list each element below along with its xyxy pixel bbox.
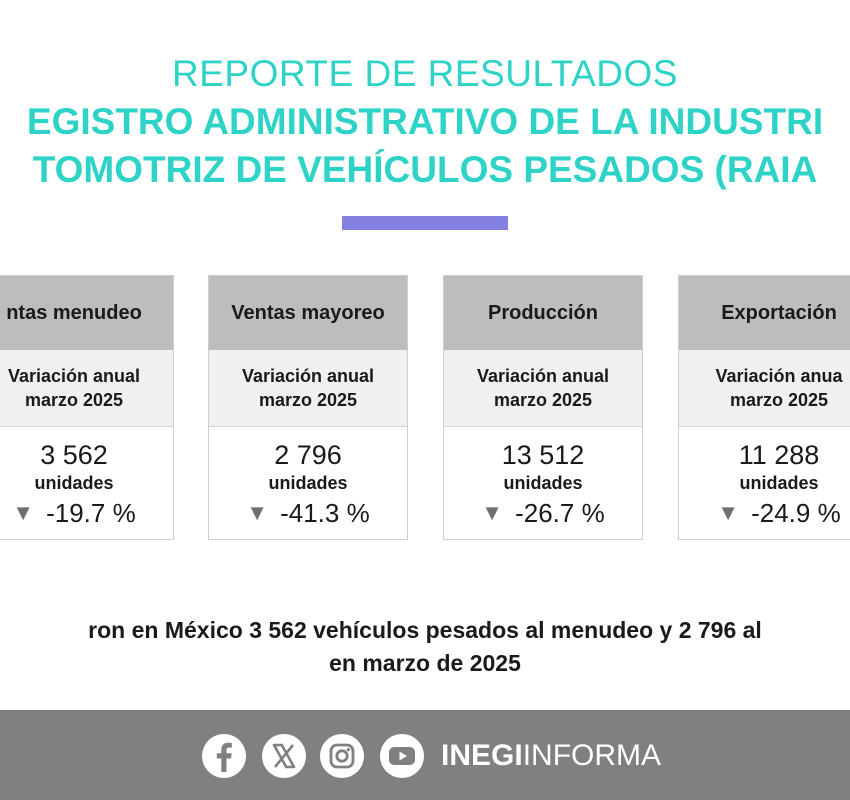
card-change-value: -24.9 % [751, 498, 841, 528]
card-unit: unidades [503, 473, 583, 493]
title-divider [342, 216, 508, 230]
card-title: Producción [444, 276, 642, 350]
card-change-value: -19.7 % [46, 498, 136, 528]
card-body [0, 427, 173, 531]
card-subtitle-line1: Variación anual [241, 366, 375, 386]
brand-light: INFORMA [522, 739, 662, 772]
down-triangle-icon: ▼ [717, 500, 740, 525]
x-icon[interactable] [262, 734, 306, 778]
card-value: 3 562 [40, 440, 108, 470]
card-unit: unidades [34, 473, 114, 493]
card-subtitle-line2: marzo 2025 [729, 390, 829, 410]
card-title: Exportación [679, 276, 850, 350]
card-body [679, 427, 850, 531]
card-title: Ventas mayoreo [209, 276, 407, 350]
down-triangle-icon: ▼ [481, 500, 504, 525]
card-subtitle [209, 350, 407, 427]
card-unit: unidades [268, 473, 348, 493]
card-body [209, 427, 407, 531]
instagram-icon[interactable] [320, 734, 364, 778]
card-value: 2 796 [274, 440, 342, 470]
report-subtitle-line2: TOMOTRIZ DE VEHÍCULOS PESADOS (RAIA [32, 149, 818, 190]
card-change [444, 495, 642, 531]
footer [0, 710, 850, 800]
report-title: REPORTE DE RESULTADOS [172, 53, 678, 94]
card-subtitle-line1: Variación anual [476, 366, 610, 386]
card-unit: unidades [739, 473, 819, 493]
card-change-value: -41.3 % [280, 498, 370, 528]
inegi-informa-logo [441, 737, 661, 775]
card-ventas-menudeo [0, 275, 174, 540]
card-subtitle [679, 350, 850, 427]
card-value: 11 288 [738, 440, 820, 470]
card-body [444, 427, 642, 531]
card-subtitle [444, 350, 642, 427]
card-subtitle-line1: Variación anua [715, 366, 843, 386]
card-subtitle-line2: marzo 2025 [493, 390, 593, 410]
down-triangle-icon: ▼ [246, 500, 269, 525]
card-subtitle-line1: Variación anual [7, 366, 141, 386]
card-change-value: -26.7 % [515, 498, 605, 528]
summary-line1: ron en México 3 562 vehículos pesados al menudeo y 2 796 al [88, 617, 762, 643]
card-ventas-mayoreo [208, 275, 408, 540]
card-produccion [443, 275, 643, 540]
card-change [679, 495, 850, 531]
card-subtitle-line2: marzo 2025 [24, 390, 124, 410]
card-exportacion [678, 275, 850, 540]
card-change [209, 495, 407, 531]
down-triangle-icon: ▼ [12, 500, 35, 525]
facebook-icon[interactable] [202, 734, 246, 778]
summary-text [0, 614, 850, 680]
card-subtitle-line2: marzo 2025 [258, 390, 358, 410]
card-title: ntas menudeo [0, 276, 173, 350]
card-change [0, 495, 173, 531]
card-value: 13 512 [501, 440, 585, 470]
youtube-icon[interactable] [380, 734, 424, 778]
summary-line2: en marzo de 2025 [329, 650, 521, 676]
report-subtitle-line1: EGISTRO ADMINISTRATIVO DE LA INDUSTRI [26, 101, 824, 142]
brand-bold: INEGI [441, 739, 523, 772]
card-subtitle [0, 350, 173, 427]
